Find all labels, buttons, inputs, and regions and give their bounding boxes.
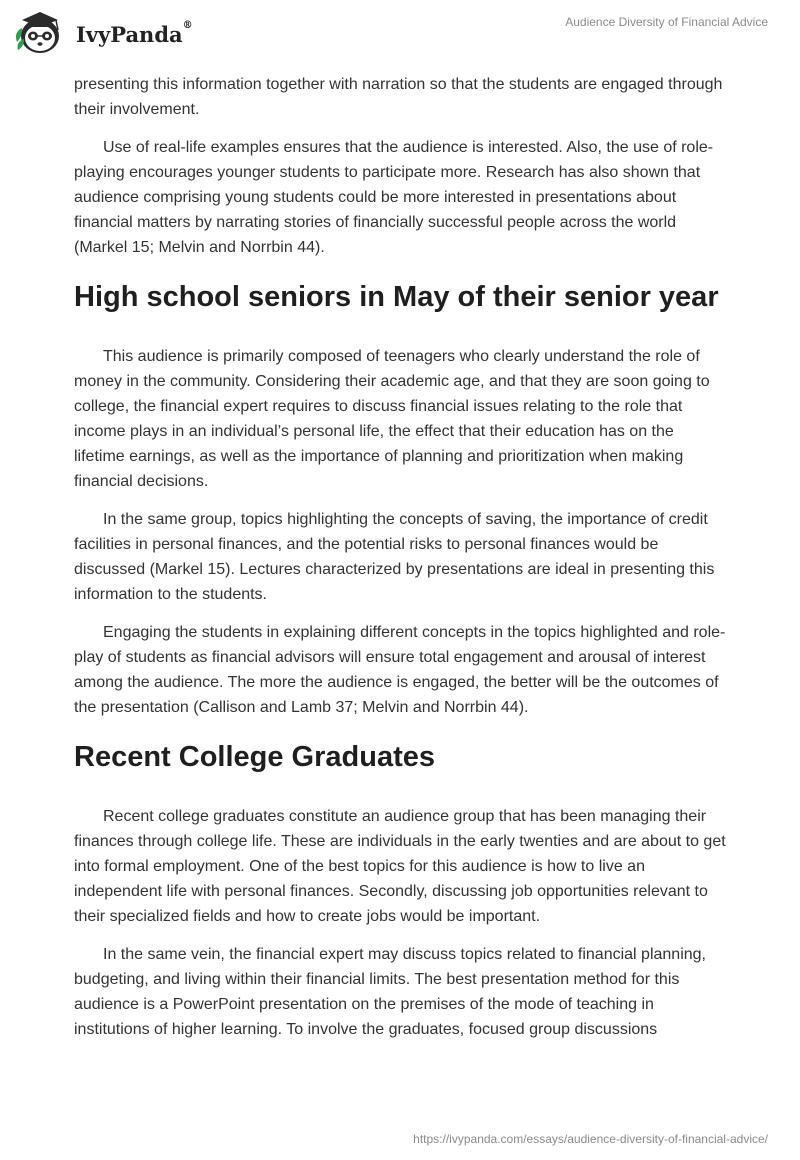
brand-name: IvyPanda® <box>76 20 193 47</box>
document-title: Audience Diversity of Financial Advice <box>565 15 768 29</box>
section-heading: Recent College Graduates <box>74 741 435 773</box>
ivypanda-logo[interactable] <box>14 6 194 56</box>
section-heading: High school seniors in May of their senior year <box>74 281 719 313</box>
paragraph: Use of real-life examples ensures that the audience is interested. Also, the use of role-playing encourages younger students to participate more. Research has also shown that audience comprising young students could be more interested in presentations about financial matters by narrating stories of financially successful people across the world (Markel 15; Melvin and Norrbin 44). <box>74 139 714 256</box>
paragraph: In the same group, topics highlighting the concepts of saving, the importance of credit facilities in personal finances, and the potential risks to personal finances would be discussed (Markel 15). Lectures characterized by presentations are ideal in presenting this information to the students. <box>74 511 715 603</box>
panda-graduate-icon <box>14 6 72 56</box>
essay-content <box>74 72 726 1055</box>
paragraph: In the same vein, the financial expert may discuss topics related to financial planning, budgeting, and living within their financial limits. The best presentation method for this audience is a PowerPoint presentation on the premises of the mode of teaching in institutions of higher learning. To involve the graduates, focused group discussions <box>74 946 706 1038</box>
source-url[interactable]: https://ivypanda.com/essays/audience-diversity-of-financial-advice/ <box>413 1132 768 1146</box>
paragraph: Engaging the students in explaining different concepts in the topics highlighted and role-play of students as financial advisors will ensure total engagement and arousal of interest among the audience. The more the audience is engaged, the better will be the outcomes of the presentation (Callison and Lamb 37; Melvin and Norrbin 44). <box>74 624 726 716</box>
page-header <box>0 0 800 62</box>
registered-mark: ® <box>182 20 193 31</box>
paragraph: presenting this information together with narration so that the students are engaged through their involvement. <box>74 76 723 118</box>
paragraph: Recent college graduates constitute an audience group that has been managing their finances through college life. These are individuals in the early twenties and are about to get into formal employment. One of the best topics for this audience is how to live an independent life with personal finances. Secondly, discussing job opportunities relevant to their specialized fields and how to create jobs would be important. <box>74 808 726 925</box>
paragraph: This audience is primarily composed of teenagers who clearly understand the role of money in the community. Considering their academic age, and that they are soon going to college, the financial expert requires to discuss financial issues relating to the role that income plays in an individual’s personal life, the effect that their education has on the lifetime earnings, as well as the importance of planning and prioritization when making financial decisions. <box>74 348 710 490</box>
